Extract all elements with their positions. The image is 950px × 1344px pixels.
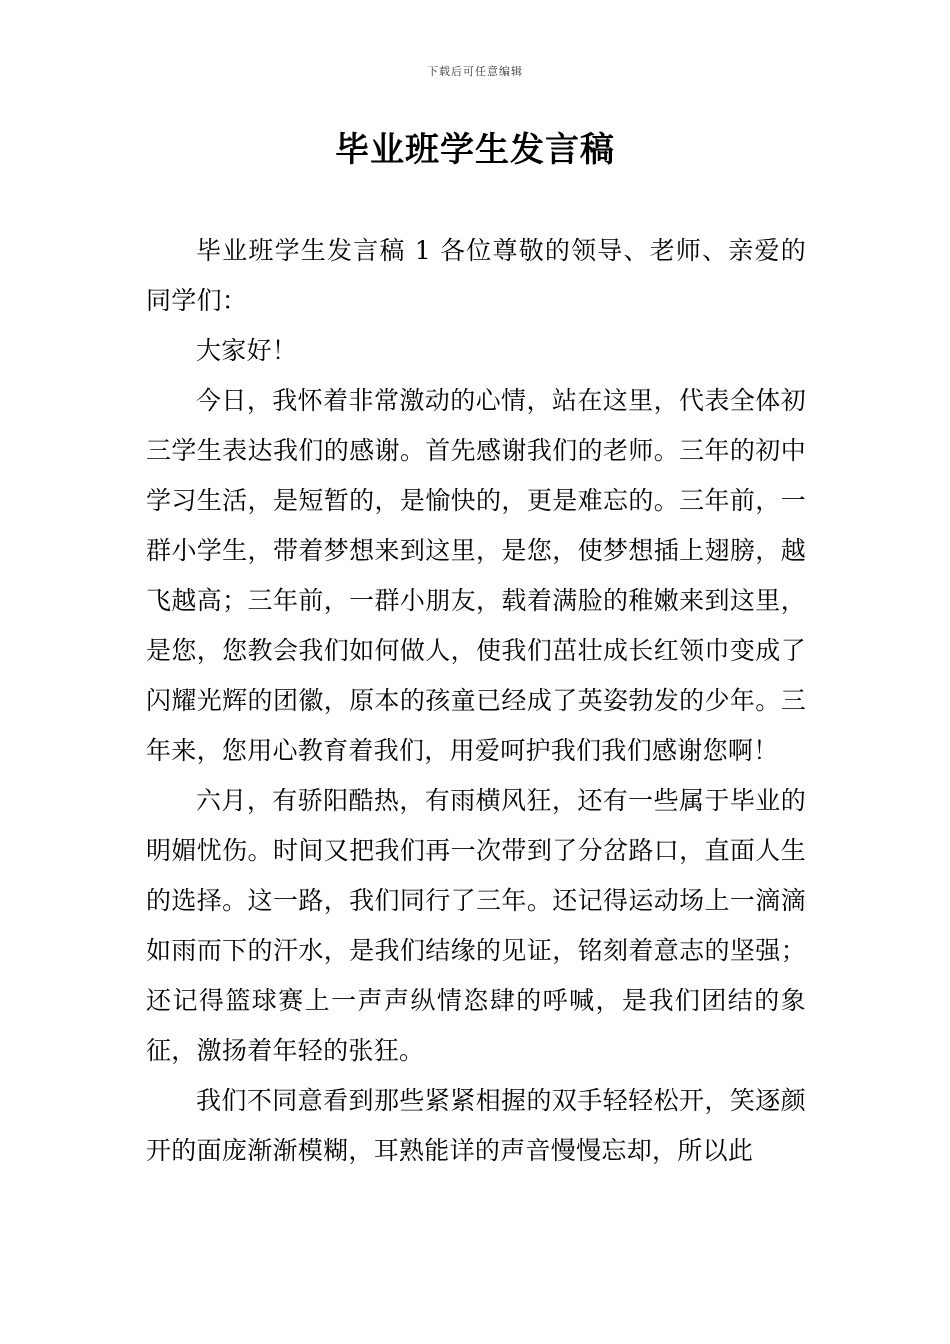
paragraph-greeting-line: 毕业班学生发言稿 1 各位尊敬的领导、老师、亲爱的同学们： <box>146 236 806 315</box>
paragraph-parting: 我们不同意看到那些紧紧相握的双手轻轻松开，笑逐颜开的面庞渐渐模糊，耳熟能详的声音慢慢忘却，所以此 <box>146 1086 806 1165</box>
paragraph-june-memories: 六月，有骄阳酷热，有雨横风狂，还有一些属于毕业的明媚忧伤。时间又把我们再一次带到了分岔路口，直面人生的选择。这一路，我们同行了三年。还记得运动场上一滴滴如雨而下的汗水，是我们结缘的见证，铭刻着意志的坚强；还记得篮球赛上一声声纵情恣肆的呼喊，是我们团结的象征，激扬着年轻的张狂。 <box>146 786 806 1065</box>
header-note: 下载后可任意编辑 <box>427 65 523 78</box>
paragraph-thanks-teachers: 今日，我怀着非常激动的心情，站在这里，代表全体初三学生表达我们的感谢。首先感谢我们的老师。三年的初中学习生活，是短暂的，是愉快的，更是难忘的。三年前，一群小学生，带着梦想来到这里，是您，使梦想插上翅膀，越飞越高；三年前，一群小朋友，载着满脸的稚嫩来到这里，是您，您教会我们如何做人，使我们茁壮成长红领巾变成了闪耀光辉的团徽，原本的孩童已经成了英姿勃发的少年。三年来，您用心教育着我们，用爱呵护我们我们感谢您啊！ <box>146 386 806 765</box>
document-body <box>146 226 806 1176</box>
document-title: 毕业班学生发言稿 <box>335 130 615 170</box>
paragraph-hello: 大家好！ <box>196 336 298 365</box>
